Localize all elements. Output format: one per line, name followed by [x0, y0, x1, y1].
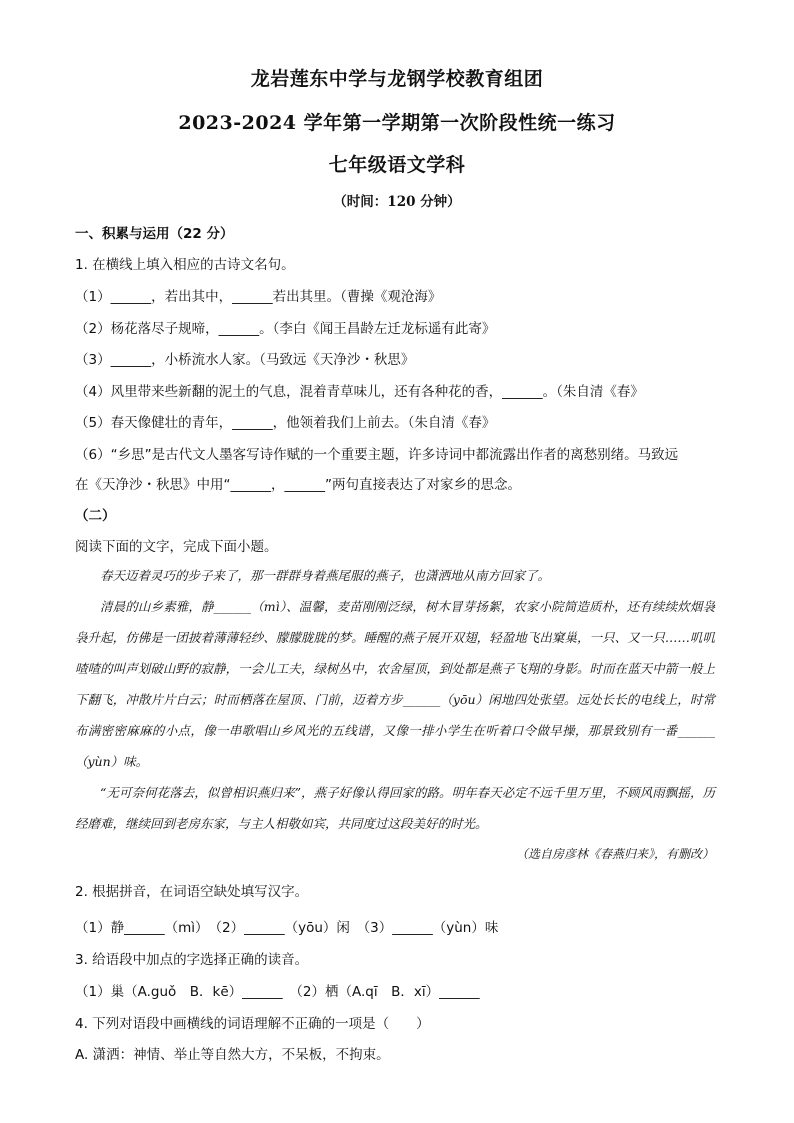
- question-1-item: （1）______，若出其中，______若出其里。（曹操《观沧海》: [75, 289, 442, 305]
- question-1-item: （4）风里带来些新翻的泥土的气息，混着青草味儿，还有各种花的香，______。（朱自清《春》: [75, 384, 644, 400]
- question-3-stem: 3. 给语段中加点的字选择正确的读音。: [75, 952, 309, 968]
- passage-paragraph-1: 春天迈着灵巧的步子来了，那一群群身着燕尾服的燕子，也潇洒地从南方回家了。: [100, 568, 551, 583]
- question-3-items: （1）巢（A.guǒ B．kē）______ （2）栖（A.qī B．xī）______: [75, 984, 480, 1000]
- question-1-item: （3）______，小桥流水人家。（马致远《天净沙・秋思》: [75, 352, 415, 368]
- exam-title: 2023-2024 学年第一学期第一次阶段性统一练习: [178, 112, 616, 134]
- school-title: 龙岩莲东中学与龙钢学校教育组团: [250, 68, 544, 90]
- subject-title: 七年级语文学科: [328, 154, 466, 176]
- passage-source: （选自房彦林《春燕归来》，有删改）: [515, 847, 714, 861]
- section-heading-2: （二）: [75, 508, 116, 524]
- question-2-items: （1）静______（mì） （2）______（yōu）闲 （3）______（yùn）味: [75, 920, 499, 936]
- exam-time: （时间：120 分钟）: [333, 194, 461, 210]
- question-1-item: （6）“乡思”是古代文人墨客写诗作赋的一个重要主题，许多诗词中都流露出作者的离愁别绪。马致远: [75, 447, 679, 463]
- question-1-item: （5）春天像健壮的青年，______，他领着我们上前去。（朱自清《春》: [75, 415, 496, 431]
- passage-paragraph-2: 清晨的山乡素雅，静______（mì）、温馨，麦苗刚刚泛绿，树木冒芽扬絮，农家小院简造质朴，还有续续炊烟袅袅升起，仿佛是一团披着薄薄轻纱、朦朦胧胧的梦。睡醒的燕子展开双翅，轻盈地飞出窠巢，一只、又一只……叽叽喳喳的叫声划破山野的寂静，一会儿工夫，绿树丛中，农舍屋顶，到处都是燕子飞翔的身影。时而在蓝天中箭一般上下翻飞，冲散片片白云；时而栖落在屋顶、门前，迈着方步______（yōu）闲地四处张望。远处长长的电线上，时常布满密密麻麻的小点，像一串歌唱山乡风光的五线谱，又像一排小学生在听着口令做早操，那景致别有一番______（yùn）味。: [75, 599, 715, 769]
- question-1-item: （2）杨花落尽子规啼，______。（李白《闻王昌龄左迁龙标遥有此寄》: [75, 321, 496, 337]
- question-4-stem: 4. 下列对语段中画横线的词语理解不正确的一项是（ ）: [75, 1016, 430, 1032]
- question-4-option-a: A. 潇洒：神情、举止等自然大方，不呆板，不拘束。: [75, 1047, 390, 1063]
- question-1-stem: 1. 在横线上填入相应的古诗文名句。: [75, 257, 295, 273]
- reading-instruction: 阅读下面的文字，完成下面小题。: [75, 539, 278, 555]
- question-2-stem: 2. 根据拼音，在词语空缺处填写汉字。: [75, 884, 309, 900]
- section-heading-1: 一、积累与运用（22 分）: [75, 226, 234, 242]
- passage-paragraph-3: “无可奈何花落去，似曾相识燕归来”，燕子好像认得回家的路。明年春天必定不远千里万里，不顾风雨飘摇，历经磨难，继续回到老房东家，与主人相敬如宾，共同度过这段美好的时光。: [75, 785, 715, 831]
- question-1-item: 在《天净沙・秋思》中用“______，______”两句直接表达了对家乡的思念。: [75, 477, 521, 493]
